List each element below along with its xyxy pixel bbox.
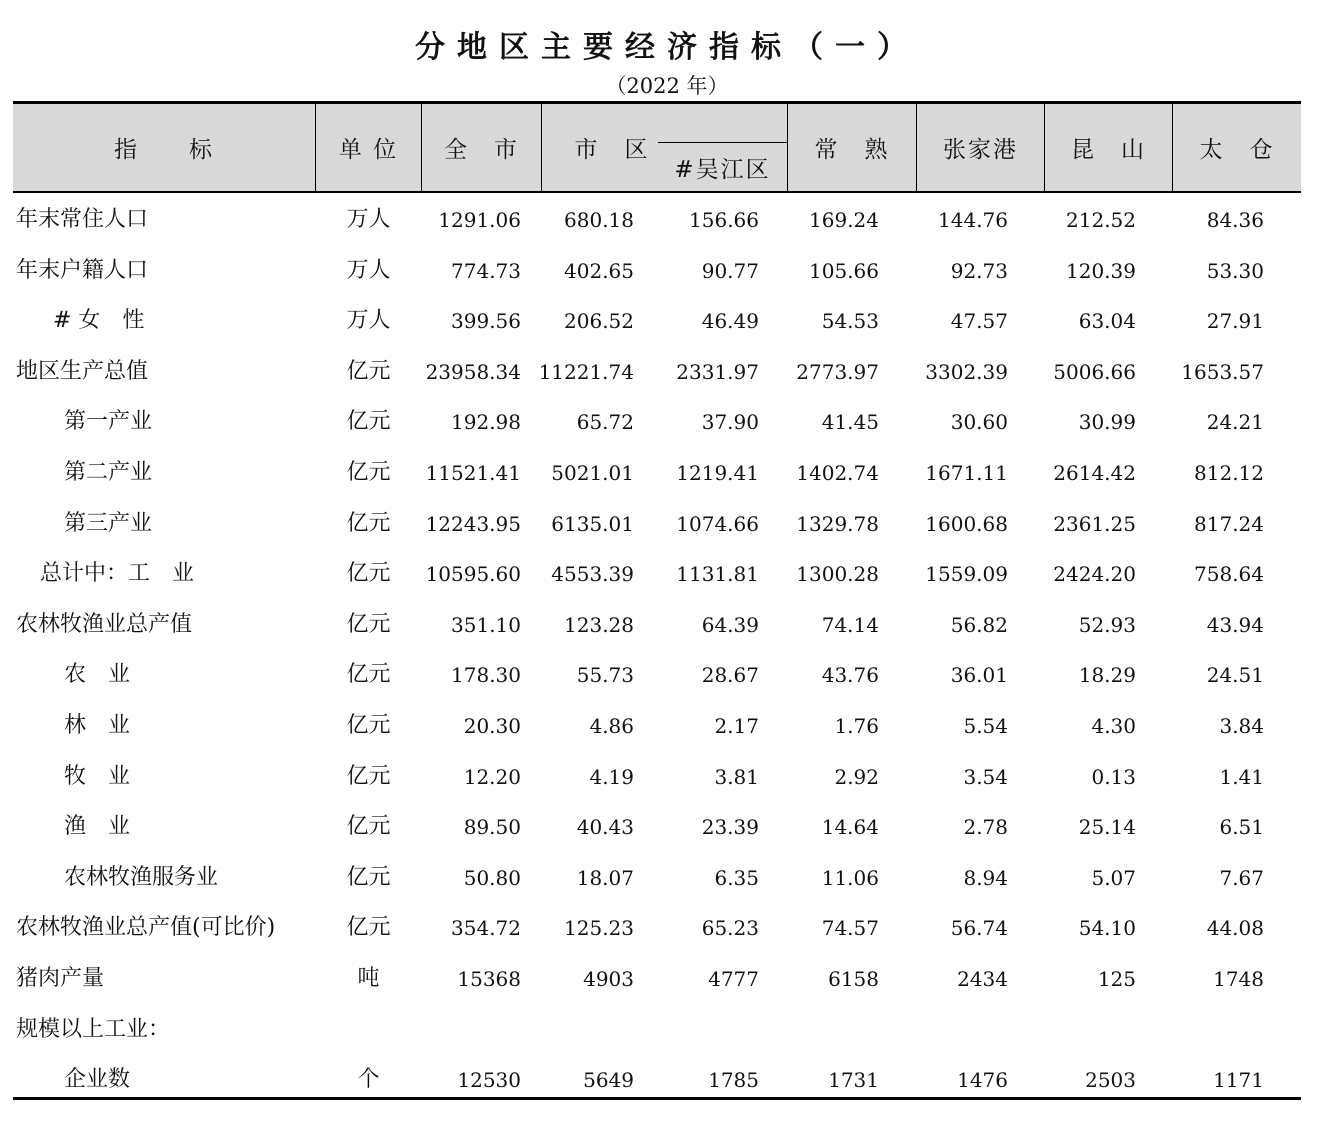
row-value: 5.07: [1091, 865, 1136, 890]
row-value: 817.24: [1194, 511, 1264, 536]
row-value: 206.52: [564, 309, 634, 334]
row-unit: 个: [357, 1067, 380, 1093]
row-unit: 亿元: [346, 611, 391, 637]
row-label: 农林牧渔业总产值: [16, 611, 193, 637]
row-value: 1291.06: [438, 208, 521, 232]
row-value: 63.04: [1078, 309, 1136, 334]
row-value: [1016, 1005, 1136, 1055]
row-value: 53.30: [1206, 258, 1264, 283]
row-value: 774.73: [451, 258, 521, 283]
header-kunshan: 昆 山: [1071, 137, 1146, 163]
header-indicator: 指 标: [114, 137, 214, 163]
row-value: 4.86: [589, 714, 634, 738]
row-value: 56.82: [950, 612, 1008, 637]
table-row: [13, 701, 1301, 751]
row-unit: 万人: [346, 308, 391, 334]
row-label: 年末户籍人口: [16, 257, 149, 283]
row-value: 1171: [1213, 1068, 1264, 1093]
row-value: 192.98: [451, 410, 521, 435]
row-value: 2773.97: [796, 359, 879, 384]
row-value: 812.12: [1194, 461, 1264, 485]
row-value: 2331.97: [676, 359, 759, 384]
row-label: 总计中：工 业: [40, 561, 195, 587]
row-value: 44.08: [1206, 916, 1264, 941]
row-value: 14.64: [821, 815, 879, 840]
row-value: 2.78: [963, 815, 1008, 840]
row-value: 2614.42: [1053, 461, 1136, 485]
row-unit: 万人: [346, 257, 391, 283]
row-value: 402.65: [564, 258, 634, 283]
table-row: [13, 246, 1301, 296]
table-row: [13, 397, 1301, 447]
header-wujiang: #吴江区: [674, 156, 771, 183]
row-value: 2434: [957, 967, 1008, 991]
row-value: 399.56: [451, 309, 521, 334]
row-value: 1131.81: [676, 562, 759, 587]
row-value: 1402.74: [796, 461, 879, 485]
row-value: 1653.57: [1181, 359, 1264, 384]
row-label: 猪肉产量: [16, 966, 105, 991]
row-value: [759, 1005, 879, 1055]
row-value: 2424.20: [1053, 562, 1136, 587]
row-unit: 亿元: [346, 409, 391, 435]
row-value: 2503: [1085, 1068, 1136, 1093]
row-value: 3.54: [963, 764, 1008, 789]
table-row: [13, 600, 1301, 650]
row-value: 758.64: [1194, 562, 1264, 587]
row-value: 23.39: [701, 815, 759, 840]
row-value: 65.23: [701, 916, 759, 941]
row-value: 125: [1097, 967, 1136, 991]
row-value: 30.60: [950, 410, 1008, 435]
row-value: 7.67: [1219, 865, 1264, 890]
row-value: 50.80: [463, 865, 521, 890]
row-value: 125.23: [564, 916, 634, 941]
row-value: 2.92: [834, 764, 879, 789]
row-value: 92.73: [950, 258, 1008, 283]
row-value: 351.10: [451, 612, 521, 637]
row-label: 牧 业: [64, 763, 131, 789]
row-value: 47.57: [950, 309, 1008, 334]
table-row: [13, 296, 1301, 346]
row-value: 18.29: [1078, 663, 1136, 688]
row-label: 地区生产总值: [16, 358, 149, 384]
row-value: 354.72: [451, 916, 521, 941]
row-value: 5021.01: [551, 461, 634, 485]
row-value: 3.84: [1219, 714, 1264, 738]
table-row: [13, 1055, 1301, 1105]
row-value: [639, 1005, 759, 1055]
header-taicang: 太 仓: [1199, 137, 1275, 163]
row-label: 规模以上工业：: [16, 1016, 171, 1042]
row-value: 3.81: [714, 764, 759, 789]
row-value: 212.52: [1066, 208, 1136, 232]
row-label: 企业数: [64, 1067, 131, 1093]
row-value: 1300.28: [796, 562, 879, 587]
row-unit: 亿元: [346, 358, 391, 384]
row-value: 12.20: [463, 764, 521, 789]
page-title: 分地区主要经济指标（一）: [415, 30, 919, 65]
table-row: [13, 853, 1301, 903]
row-value: 105.66: [809, 258, 879, 283]
row-value: 64.39: [701, 612, 759, 637]
row-unit: 亿元: [346, 713, 391, 738]
table-row: [13, 347, 1301, 397]
row-value: 10595.60: [425, 562, 521, 587]
row-value: 74.57: [821, 916, 879, 941]
row-value: 84.36: [1206, 208, 1264, 232]
row-value: [401, 1005, 521, 1055]
row-value: 0.13: [1091, 764, 1136, 789]
row-value: 3302.39: [925, 359, 1008, 384]
row-value: 36.01: [950, 663, 1008, 688]
row-value: 27.91: [1206, 309, 1264, 334]
table-row: [13, 549, 1301, 599]
table-row: [13, 1005, 1301, 1055]
row-value: 56.74: [950, 916, 1008, 941]
table-row: [13, 752, 1301, 802]
row-value: 28.67: [701, 663, 759, 688]
row-value: 37.90: [701, 410, 759, 435]
row-value: 20.30: [463, 714, 521, 738]
row-unit: 亿元: [346, 460, 391, 485]
table-row: [13, 650, 1301, 700]
row-value: 1.76: [834, 714, 879, 738]
row-value: 2.17: [714, 714, 759, 738]
row-value: 89.50: [463, 815, 521, 840]
row-value: 52.93: [1078, 612, 1136, 637]
row-value: 54.10: [1078, 916, 1136, 941]
row-value: 1.41: [1219, 764, 1264, 789]
row-value: 1219.41: [676, 461, 759, 485]
row-value: 43.94: [1206, 612, 1264, 637]
row-value: 2361.25: [1053, 511, 1136, 536]
row-value: 65.72: [576, 410, 634, 435]
row-value: 1785: [708, 1068, 759, 1093]
row-unit: 亿元: [346, 864, 391, 890]
year-subtitle: （2022 年）: [605, 74, 729, 98]
row-value: 24.21: [1206, 410, 1264, 435]
row-value: 8.94: [963, 865, 1008, 890]
row-value: 5649: [583, 1068, 634, 1093]
row-value: 1476: [957, 1068, 1008, 1093]
row-value: 41.45: [821, 410, 879, 435]
row-value: 1600.68: [925, 511, 1008, 536]
row-value: 178.30: [451, 663, 521, 688]
row-value: 24.51: [1206, 663, 1264, 688]
row-value: 12243.95: [425, 511, 521, 536]
row-value: 74.14: [821, 612, 879, 637]
row-value: [1144, 1005, 1264, 1055]
row-value: 156.66: [689, 208, 759, 232]
row-value: 4.19: [589, 764, 634, 789]
row-unit: 亿元: [346, 814, 391, 840]
row-value: 4777: [708, 967, 759, 991]
row-value: 169.24: [809, 208, 879, 232]
row-unit: 亿元: [346, 915, 391, 941]
row-value: 6.35: [714, 865, 759, 890]
row-value: 123.28: [564, 612, 634, 637]
row-value: 18.07: [576, 865, 634, 890]
row-unit: 亿元: [346, 561, 391, 587]
row-value: 11521.41: [425, 461, 521, 485]
header-unit: 单 位: [338, 137, 399, 163]
header-bottom-rule: [13, 191, 1301, 193]
row-value: 30.99: [1078, 410, 1136, 435]
row-label: 年末常住人口: [16, 207, 149, 232]
row-value: 1329.78: [796, 511, 879, 536]
row-value: 6.51: [1219, 815, 1264, 840]
row-label: 农林牧渔服务业: [64, 864, 219, 890]
row-label: 第三产业: [64, 510, 153, 536]
row-label: 第一产业: [64, 409, 153, 435]
row-value: 11221.74: [538, 359, 634, 384]
row-value: 6135.01: [551, 511, 634, 536]
row-value: 4903: [583, 967, 634, 991]
row-label: 渔 业: [64, 814, 131, 840]
row-label: # 女 性: [53, 308, 145, 334]
row-value: 43.76: [821, 663, 879, 688]
table-row: [13, 802, 1301, 852]
row-value: 6158: [828, 967, 879, 991]
row-value: 12530: [457, 1068, 521, 1093]
header-changshu: 常 熟: [814, 137, 890, 163]
row-label: 农林牧渔业总产值(可比价): [16, 915, 276, 941]
row-value: 4553.39: [551, 562, 634, 587]
row-unit: 亿元: [346, 763, 391, 789]
row-unit: 亿元: [346, 510, 391, 536]
row-value: [888, 1005, 1008, 1055]
table-row: [13, 954, 1301, 1004]
row-value: 25.14: [1078, 815, 1136, 840]
header-urban: 市 区: [574, 137, 650, 163]
row-label: 第二产业: [64, 460, 153, 485]
header-zhangjiagang: 张家港: [943, 137, 1018, 163]
row-value: 4.30: [1091, 714, 1136, 738]
row-label: 林 业: [64, 713, 131, 738]
header-city: 全 市: [444, 137, 519, 163]
row-value: 120.39: [1066, 258, 1136, 283]
row-value: 54.53: [821, 309, 879, 334]
row-value: 1731: [828, 1068, 879, 1093]
table-row: [13, 448, 1301, 498]
row-value: 11.06: [821, 865, 879, 890]
row-value: 40.43: [576, 815, 634, 840]
row-value: 1748: [1213, 967, 1264, 991]
table-row: [13, 903, 1301, 953]
row-value: 1671.11: [925, 461, 1008, 485]
table-row: [13, 499, 1301, 549]
row-unit: 吨: [357, 966, 380, 991]
table-row: [13, 195, 1301, 245]
row-value: 1074.66: [676, 511, 759, 536]
row-value: 144.76: [938, 208, 1008, 232]
row-value: [514, 1005, 634, 1055]
row-value: 5.54: [963, 714, 1008, 738]
row-value: 15368: [457, 967, 521, 991]
row-value: 23958.34: [425, 359, 521, 384]
row-value: 5006.66: [1053, 359, 1136, 384]
row-value: 90.77: [701, 258, 759, 283]
row-value: 55.73: [576, 663, 634, 688]
row-label: 农 业: [64, 662, 131, 688]
row-unit: 万人: [346, 207, 391, 232]
row-unit: 亿元: [346, 662, 391, 688]
row-value: 680.18: [564, 208, 634, 232]
row-value: 1559.09: [925, 562, 1008, 587]
row-value: 46.49: [701, 309, 759, 334]
